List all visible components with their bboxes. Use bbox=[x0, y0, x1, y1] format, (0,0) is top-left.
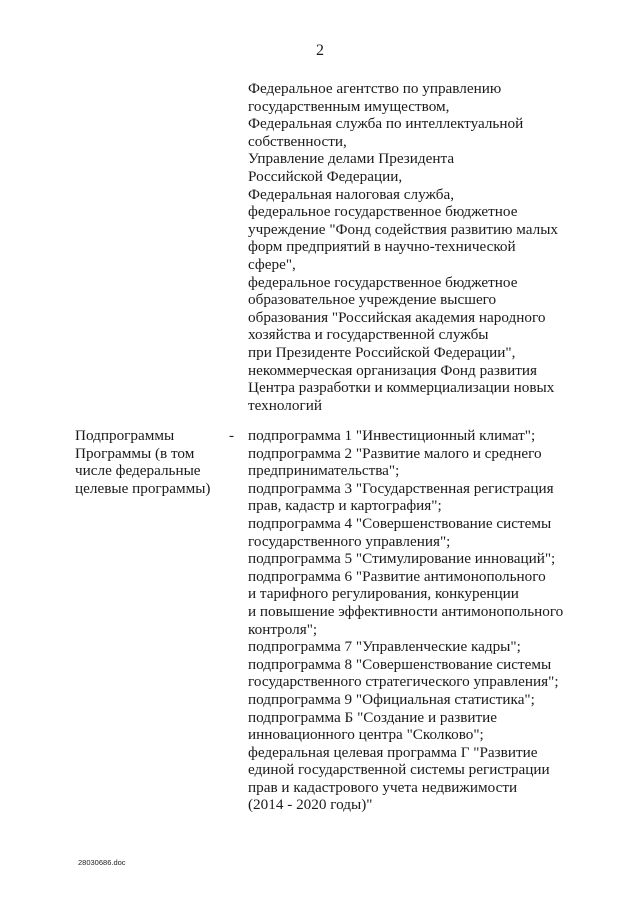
executors-line: собственности, bbox=[248, 132, 347, 150]
subprogram-line: государственного стратегического управления"; bbox=[248, 673, 559, 691]
executors-line: некоммерческая организация Фонд развития bbox=[248, 361, 537, 379]
executors-line: хозяйства и государственной службы bbox=[248, 326, 489, 344]
subprogram-line: (2014 - 2020 годы)" bbox=[248, 796, 373, 814]
subprogram-line: инновационного центра "Сколково"; bbox=[248, 726, 484, 744]
subprogram-line: подпрограмма 9 "Официальная статистика"; bbox=[248, 690, 535, 708]
subprogram-line: прав, кадастр и картография"; bbox=[248, 497, 442, 515]
subprogram-line: контроля"; bbox=[248, 620, 318, 638]
executors-line: при Президенте Российской Федерации", bbox=[248, 343, 516, 361]
subprograms-label-line: целевые программы) bbox=[75, 479, 211, 497]
executors-line: сфере", bbox=[248, 255, 296, 273]
subprogram-line: подпрограмма 3 "Государственная регистрация bbox=[248, 479, 554, 497]
page-number: 2 bbox=[316, 42, 324, 59]
subprogram-line: единой государственной системы регистрации bbox=[248, 761, 550, 779]
subprogram-line: подпрограмма 8 "Совершенствование системы bbox=[248, 655, 552, 673]
subprograms-label-line: Программы (в том bbox=[75, 444, 195, 462]
executors-line: Федеральное агентство по управлению bbox=[248, 80, 502, 97]
subprogram-line: подпрограмма 7 "Управленческие кадры"; bbox=[248, 638, 521, 656]
label-dash: - bbox=[229, 427, 235, 444]
subprogram-line: и повышение эффективности антимонопольного bbox=[248, 602, 564, 620]
executors-line: Федеральная налоговая служба, bbox=[248, 185, 455, 203]
executors-line: Российской Федерации, bbox=[248, 167, 403, 185]
subprogram-line: предпринимательства"; bbox=[248, 462, 400, 480]
subprograms-label-line: числе федеральные bbox=[75, 462, 201, 480]
subprogram-line: государственного управления"; bbox=[248, 532, 451, 550]
subprogram-line: подпрограмма 2 "Развитие малого и среднего bbox=[248, 444, 542, 462]
subprograms-label bbox=[75, 427, 225, 497]
subprogram-line: и тарифного регулирования, конкуренции bbox=[248, 585, 519, 603]
executors-line: образовательное учреждение высшего bbox=[248, 291, 497, 309]
executors-line: государственным имуществом, bbox=[248, 97, 450, 115]
executors-line: образования "Российская академия народного bbox=[248, 308, 546, 326]
subprogram-line: подпрограмма Б "Создание и развитие bbox=[248, 708, 498, 726]
executors-line: Федеральная служба по интеллектуальной bbox=[248, 115, 524, 133]
subprogram-line: подпрограмма 6 "Развитие антимонопольного bbox=[248, 567, 546, 585]
subprogram-line: подпрограмма 4 "Совершенствование системы bbox=[248, 514, 552, 532]
executors-line: учреждение "Фонд содействия развитию малых bbox=[248, 220, 559, 238]
subprograms-list bbox=[248, 427, 588, 814]
document-code: 28030686.doc bbox=[78, 858, 126, 867]
executors-line: форм предприятий в научно-технической bbox=[248, 238, 516, 256]
subprogram-line: подпрограмма 5 "Стимулирование инноваций"; bbox=[248, 550, 556, 568]
executors-line: федеральное государственное бюджетное bbox=[248, 203, 518, 221]
executors-line: технологий bbox=[248, 396, 322, 414]
executors-line: федеральное государственное бюджетное bbox=[248, 273, 518, 291]
executors-line: Центра разработки и коммерциализации новых bbox=[248, 379, 555, 397]
subprogram-line: прав и кадастрового учета недвижимости bbox=[248, 778, 518, 796]
executors-line: Управление делами Президента bbox=[248, 150, 455, 168]
subprogram-line: подпрограмма 1 "Инвестиционный климат"; bbox=[248, 427, 536, 444]
executors-list bbox=[248, 80, 578, 414]
subprogram-line: федеральная целевая программа Г "Развитие bbox=[248, 743, 538, 761]
subprograms-label-line: Подпрограммы bbox=[75, 427, 175, 444]
